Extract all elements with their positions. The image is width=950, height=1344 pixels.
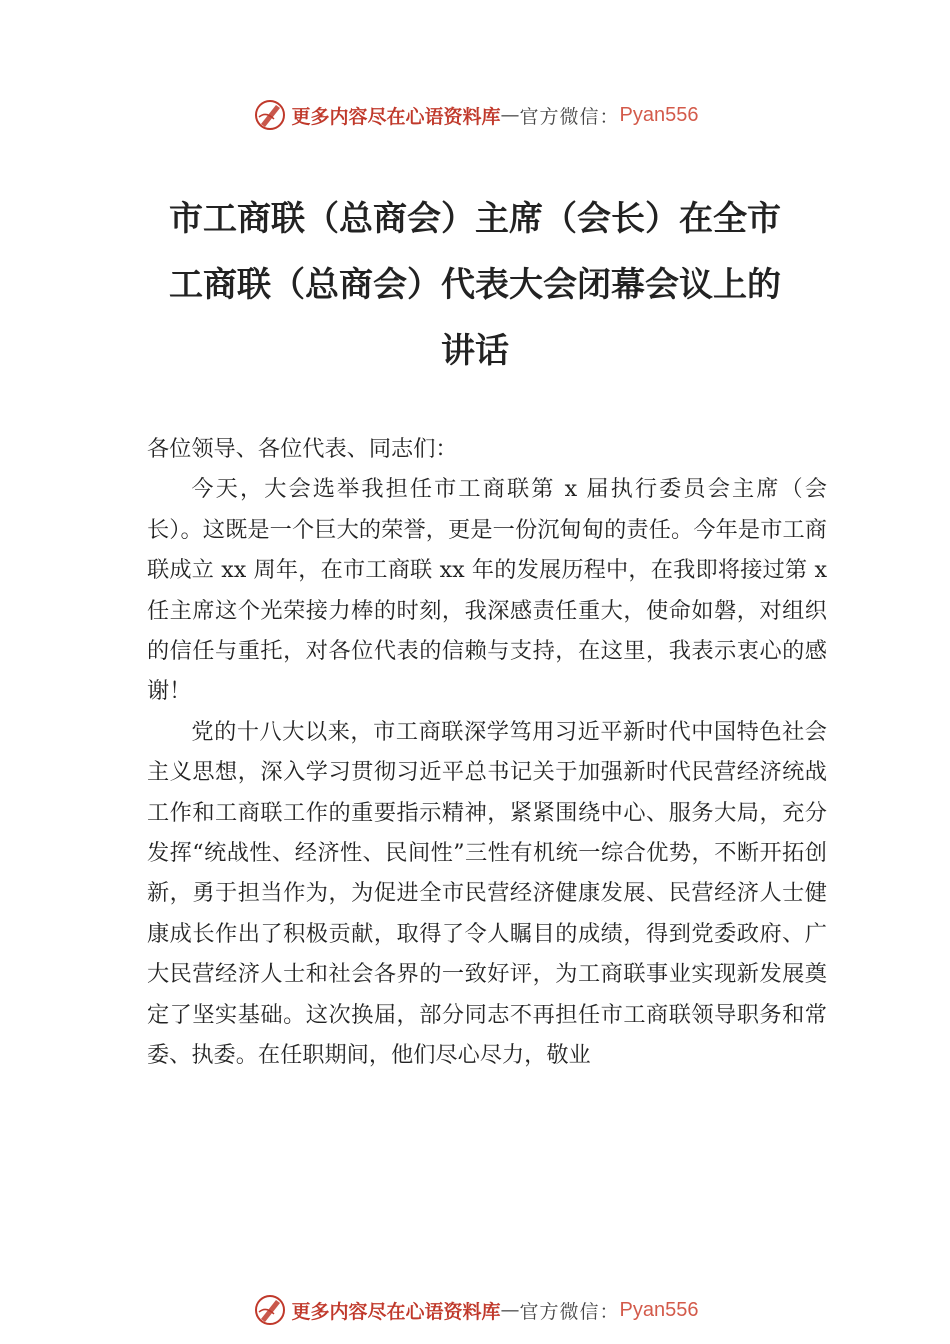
watermark-wechat-label: 官方微信： — [519, 1300, 620, 1323]
paragraph: 今天，大会选举我担任市工商联第 x 届执行委员会主席（会长）。这既是一个巨大的荣誉，更是一份沉甸甸的责任。今年是市工商联成立 xx 周年，在市工商联 xx 年的发展历程中，在我即将接过第 x 任主席这个光荣接力棒的时刻，我深感责任重大，使命如磐，对组织的信任与重托，对各位代表的信赖与支持，在这里，我表示衷心的感谢！ — [147, 476, 827, 705]
watermark-separator: — — [500, 1299, 520, 1321]
watermark-header — [0, 95, 950, 135]
pen-logo-icon — [252, 1292, 288, 1328]
title-line: 讲话 — [441, 331, 509, 371]
watermark-text: 更多内容尽在心语资料库 — [291, 105, 501, 128]
watermark-text: 更多内容尽在心语资料库 — [291, 1300, 501, 1323]
watermark-wechat-id: Pyan556 — [619, 103, 699, 126]
watermark-wechat-label: 官方微信： — [519, 105, 620, 128]
title-line: 工商联（总商会）代表大会闭幕会议上的 — [169, 265, 781, 305]
watermark-separator: — — [500, 104, 520, 126]
watermark-wechat-id: Pyan556 — [619, 1298, 699, 1321]
document-body — [147, 429, 827, 1076]
pen-logo-icon — [252, 97, 288, 133]
salutation: 各位领导、各位代表、同志们： — [147, 436, 458, 462]
paragraph: 党的十八大以来，市工商联深学笃用习近平新时代中国特色社会主义思想，深入学习贯彻习近平总书记关于加强新时代民营经济统战工作和工商联工作的重要指示精神，紧紧围绕中心、服务大局，充分发挥“统战性、经济性、民间性”三性有机统一综合优势，不断开拓创新，勇于担当作为，为促进全市民营经济健康发展、民营经济人士健康成长作出了积极贡献，取得了令人瞩目的成绩，得到党委政府、广大民营经济人士和社会各界的一致好评，为工商联事业实现新发展奠定了坚实基础。这次换届，部分同志不再担任市工商联领导职务和常委、执委。在任职期间，他们尽心尽力，敬业 — [147, 718, 827, 1069]
title-line: 市工商联（总商会）主席（会长）在全市 — [169, 199, 781, 239]
watermark-footer — [0, 1290, 950, 1330]
document-title — [0, 186, 950, 384]
